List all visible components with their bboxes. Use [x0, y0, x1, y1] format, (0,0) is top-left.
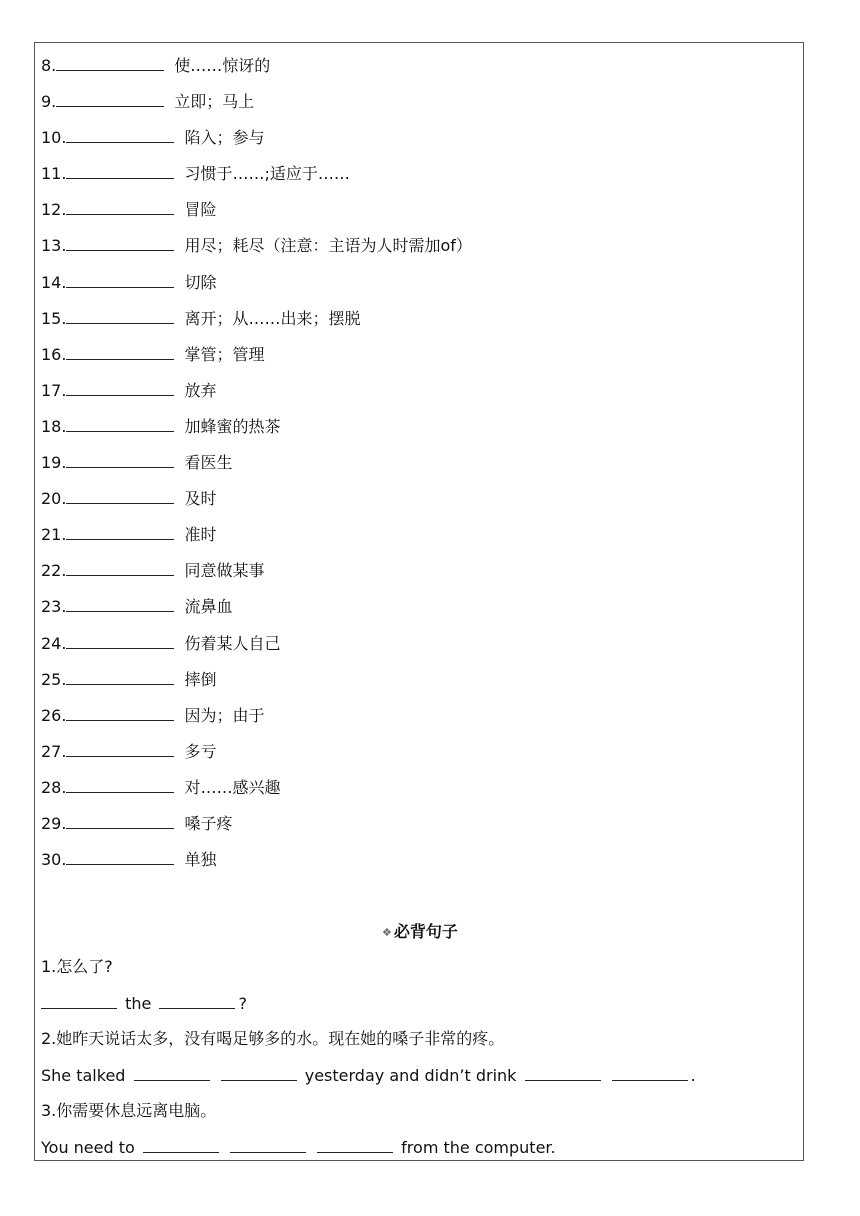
item-number: 29. — [41, 813, 67, 833]
answer-blank[interactable] — [66, 703, 174, 721]
answer-blank[interactable] — [66, 233, 174, 251]
item-number: 19. — [41, 453, 67, 473]
sentence-text: from the computer. — [401, 1138, 556, 1158]
answer-blank[interactable] — [317, 1135, 393, 1153]
item-meaning: 用尽；耗尽（注意：主语为人时需加of） — [184, 236, 472, 256]
answer-blank[interactable] — [56, 89, 164, 107]
answer-blank[interactable] — [159, 991, 235, 1009]
item-meaning: 掌管；管理 — [184, 344, 265, 364]
sentence-3-chinese: 3.你需要休息远离电脑。 — [41, 1101, 217, 1121]
item-meaning: 使……惊讶的 — [174, 56, 271, 75]
decoration-icon: ❖ — [382, 926, 392, 939]
item-number: 28. — [41, 777, 67, 797]
item-number: 23. — [41, 597, 67, 617]
vocab-list — [41, 53, 472, 883]
vocab-item — [41, 53, 472, 89]
item-meaning: 立即；马上 — [174, 92, 255, 112]
vocab-item — [41, 450, 472, 486]
sentence-text: You need to — [41, 1138, 135, 1158]
item-number: 22. — [41, 561, 67, 581]
vocab-item — [41, 342, 472, 378]
answer-blank[interactable] — [525, 1063, 601, 1081]
answer-blank[interactable] — [66, 342, 174, 360]
answer-blank[interactable] — [66, 594, 174, 612]
item-meaning: 离开；从……出来；摆脱 — [184, 308, 361, 328]
item-meaning: 看医生 — [184, 453, 233, 473]
item-number: 17. — [41, 380, 67, 400]
answer-blank[interactable] — [41, 991, 117, 1009]
sentence-list — [41, 955, 696, 1172]
answer-blank[interactable] — [66, 306, 174, 324]
sentence-2-chinese: 2.她昨天说话太多，没有喝足够多的水。现在她的嗓子非常的疼。 — [41, 1029, 505, 1049]
answer-blank[interactable] — [66, 847, 174, 865]
vocab-item — [41, 270, 472, 306]
sentence-text: yesterday and didn’t drink — [304, 1066, 517, 1086]
item-number: 12. — [41, 200, 67, 220]
sentence-text: ? — [238, 994, 247, 1014]
item-meaning: 及时 — [184, 489, 217, 509]
item-number: 20. — [41, 489, 67, 509]
vocab-item — [41, 631, 472, 667]
item-number: 24. — [41, 633, 67, 653]
item-number: 8. — [41, 56, 57, 75]
answer-blank[interactable] — [230, 1135, 306, 1153]
vocab-item — [41, 414, 472, 450]
answer-blank[interactable] — [66, 775, 174, 793]
item-meaning: 冒险 — [184, 200, 217, 220]
sentence-text: She talked — [41, 1066, 126, 1086]
vocab-item — [41, 125, 472, 161]
answer-blank[interactable] — [66, 558, 174, 576]
answer-blank[interactable] — [66, 125, 174, 143]
item-number: 9. — [41, 92, 57, 112]
item-meaning: 准时 — [184, 525, 217, 545]
answer-blank[interactable] — [66, 667, 174, 685]
vocab-item — [41, 486, 472, 522]
section-title — [0, 919, 840, 942]
vocab-item — [41, 558, 472, 594]
vocab-item — [41, 89, 472, 125]
sentence-text: . — [690, 1066, 696, 1086]
item-number: 25. — [41, 669, 67, 689]
answer-blank[interactable] — [221, 1063, 297, 1081]
answer-blank[interactable] — [134, 1063, 210, 1081]
answer-blank[interactable] — [66, 522, 174, 540]
answer-blank[interactable] — [143, 1135, 219, 1153]
item-number: 26. — [41, 705, 67, 725]
item-meaning: 切除 — [184, 272, 217, 292]
vocab-item — [41, 594, 472, 630]
answer-blank[interactable] — [66, 631, 174, 649]
item-number: 30. — [41, 850, 67, 870]
item-meaning: 多亏 — [184, 741, 217, 761]
item-number: 15. — [41, 308, 67, 328]
vocab-item — [41, 703, 472, 739]
answer-blank[interactable] — [66, 378, 174, 396]
item-meaning: 加蜂蜜的热茶 — [184, 416, 281, 436]
answer-blank[interactable] — [66, 450, 174, 468]
answer-blank[interactable] — [66, 486, 174, 504]
item-meaning: 伤着某人自己 — [184, 633, 281, 653]
item-number: 27. — [41, 741, 67, 761]
vocab-item — [41, 739, 472, 775]
answer-blank[interactable] — [66, 739, 174, 757]
answer-blank[interactable] — [56, 53, 164, 71]
vocab-item — [41, 847, 472, 883]
vocab-item — [41, 197, 472, 233]
item-number: 13. — [41, 236, 67, 256]
sentence-1-english — [41, 991, 696, 1027]
item-meaning: 摔倒 — [184, 669, 217, 689]
sentence-2-english — [41, 1063, 696, 1099]
item-number: 21. — [41, 525, 67, 545]
item-meaning: 习惯于……;适应于…… — [184, 164, 350, 184]
vocab-item — [41, 233, 472, 269]
sentence-3-english — [41, 1135, 696, 1171]
vocab-item — [41, 378, 472, 414]
sentence-1-chinese: 1.怎么了? — [41, 957, 113, 976]
item-meaning: 放弃 — [184, 380, 217, 400]
item-meaning: 单独 — [184, 850, 217, 870]
item-meaning: 同意做某事 — [184, 561, 265, 581]
answer-blank[interactable] — [66, 414, 174, 432]
vocab-item — [41, 775, 472, 811]
section-title-text: 必背句子 — [393, 922, 458, 941]
item-meaning: 因为；由于 — [184, 705, 265, 725]
vocab-item — [41, 811, 472, 847]
vocab-item — [41, 522, 472, 558]
item-number: 14. — [41, 272, 67, 292]
item-number: 11. — [41, 164, 67, 184]
vocab-item — [41, 667, 472, 703]
vocab-item — [41, 306, 472, 342]
item-number: 18. — [41, 416, 67, 436]
answer-blank[interactable] — [66, 270, 174, 288]
vocab-item — [41, 161, 472, 197]
item-meaning: 陷入；参与 — [184, 128, 265, 148]
item-meaning: 嗓子疼 — [184, 813, 233, 833]
answer-blank[interactable] — [66, 161, 174, 179]
item-number: 16. — [41, 344, 67, 364]
item-meaning: 流鼻血 — [184, 597, 233, 617]
answer-blank[interactable] — [66, 811, 174, 829]
item-meaning: 对……感兴趣 — [184, 777, 281, 797]
answer-blank[interactable] — [612, 1063, 688, 1081]
item-number: 10. — [41, 128, 67, 148]
sentence-text: the — [125, 994, 152, 1014]
answer-blank[interactable] — [66, 197, 174, 215]
